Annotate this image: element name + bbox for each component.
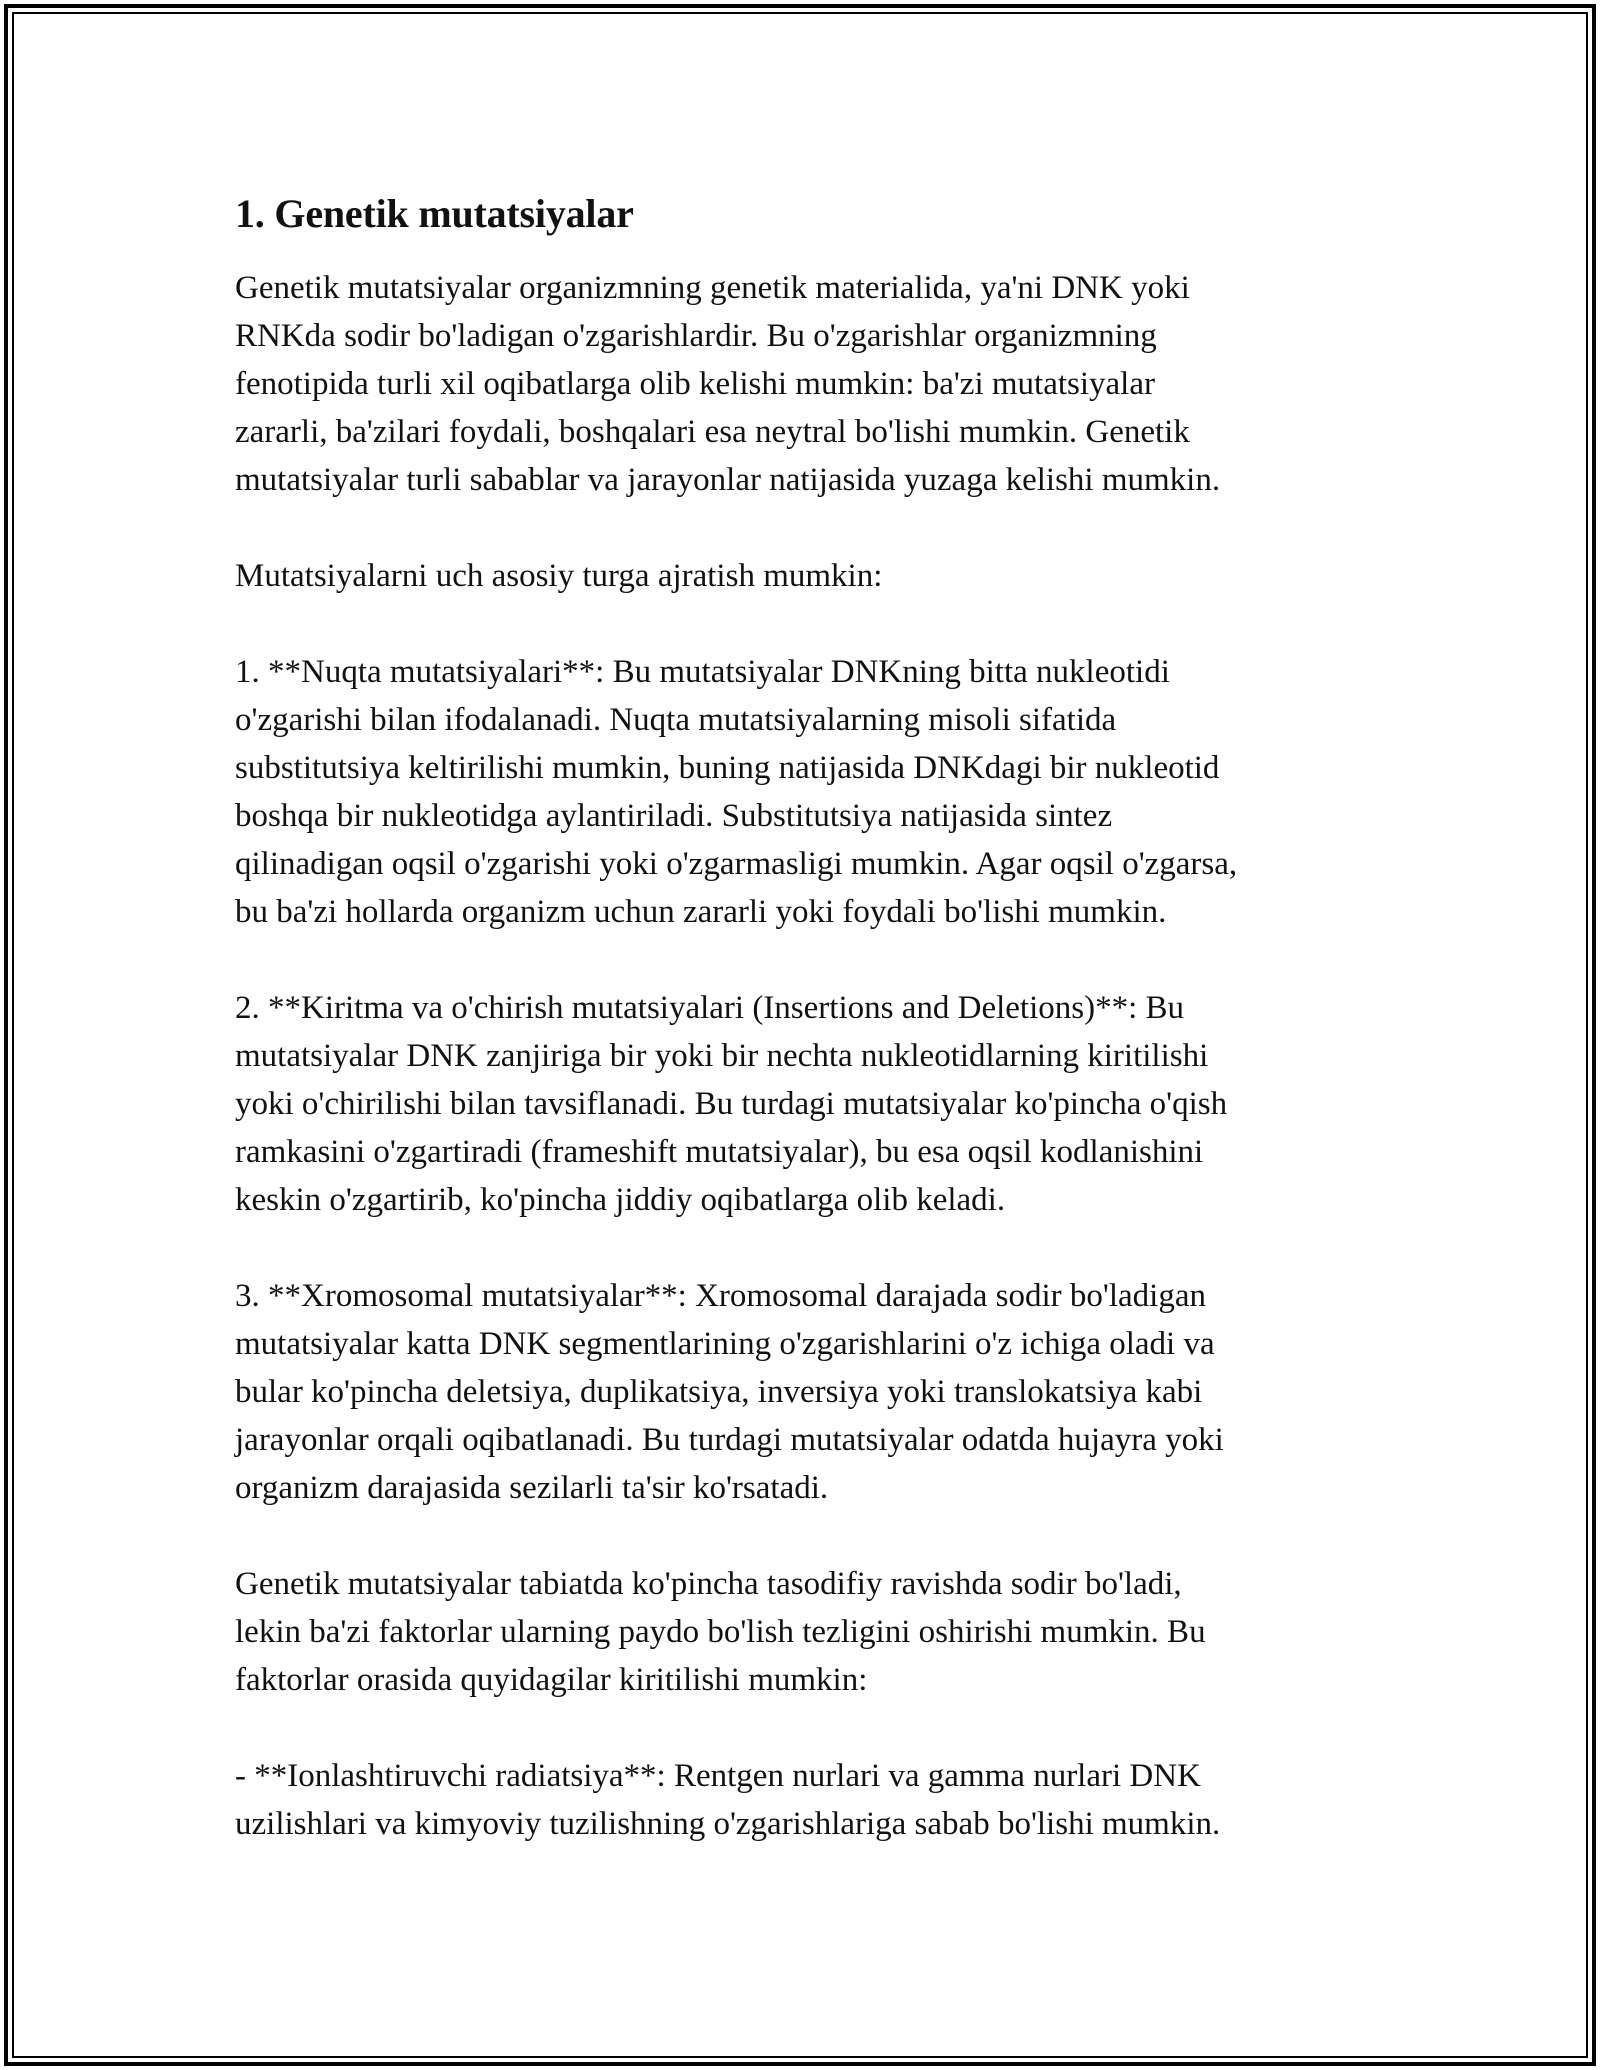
paragraph-chromosomal-mutations: 3. **Xromosomal mutatsiyalar**: Xromosomal darajada sodir bo'ladigan mutatsiyalar katta DNK segmentlarining o'zgarishlarini o'z ichiga oladi va bular ko'pincha deletsiya, duplikatsiya, inversiya yoki translokatsiya kabi jarayonlar orqali oqibatlanadi. Bu turdagi mutatsiyalar odatda hujayra yoki organizm darajasida sezilarli ta'sir ko'rsatadi. (235, 1278, 1224, 1506)
paragraph-insertions-deletions: 2. **Kiritma va o'chirish mutatsiyalari (Insertions and Deletions)**: Bu mutatsiyalar DNK zanjiriga bir yoki bir nechta nukleotidlarning kiritilishi yoki o'chirilishi bilan tavsiflanadi. Bu turdagi mutatsiyalar ko'pincha o'qish ramkasini o'zgartiradi (frameshift mutatsiyalar), bu esa oqsil kodlanishini keskin o'zgartirib, ko'pincha jiddiy oqibatlarga olib keladi. (235, 990, 1228, 1218)
paragraph-intro: Genetik mutatsiyalar organizmning genetik materialida, ya'ni DNK yoki RNKda sodir bo'ladigan o'zgarishlardir. Bu o'zgarishlar organizmning fenotipida turli xil oqibatlarga olib kelishi mumkin: ba'zi mutatsiyalar zararli, ba'zilari foydali, boshqalari esa neytral bo'lishi mumkin. Genetik mutatsiyalar turli sabablar va jarayonlar natijasida yuzaga kelishi mumkin. (235, 270, 1221, 498)
paragraph-ionizing-radiation: - **Ionlashtiruvchi radiatsiya**: Rentgen nurlari va gamma nurlari DNK uzilishlari va kimyoviy tuzilishning o'zgarishlariga sabab bo'lishi mumkin. (235, 1758, 1221, 1842)
document-body (235, 186, 1395, 1848)
section-heading: 1. Genetik mutatsiyalar (235, 191, 634, 236)
paragraph-point-mutations: 1. **Nuqta mutatsiyalari**: Bu mutatsiyalar DNKning bitta nukleotidi o'zgarishi bilan ifodalanadi. Nuqta mutatsiyalarning misoli sifatida substitutsiya keltirilishi mumkin, buning natijasida DNKdagi bir nukleotid boshqa bir nukleotidga aylantiriladi. Substitutsiya natijasida sintez qilinadigan oqsil o'zgarishi yoki o'zgarmasligi mumkin. Agar oqsil o'zgarsa, bu ba'zi hollarda organizm uchun zararli yoki foydali bo'lishi mumkin. (235, 654, 1238, 930)
paragraph-types-intro: Mutatsiyalarni uch asosiy turga ajratish mumkin: (235, 558, 883, 594)
paragraph-factors-intro: Genetik mutatsiyalar tabiatda ko'pincha tasodifiy ravishda sodir bo'ladi, lekin ba'zi faktorlar ularning paydo bo'lish tezligini oshirishi mumkin. Bu faktorlar orasida quyidagilar kiritilishi mumkin: (235, 1566, 1206, 1698)
